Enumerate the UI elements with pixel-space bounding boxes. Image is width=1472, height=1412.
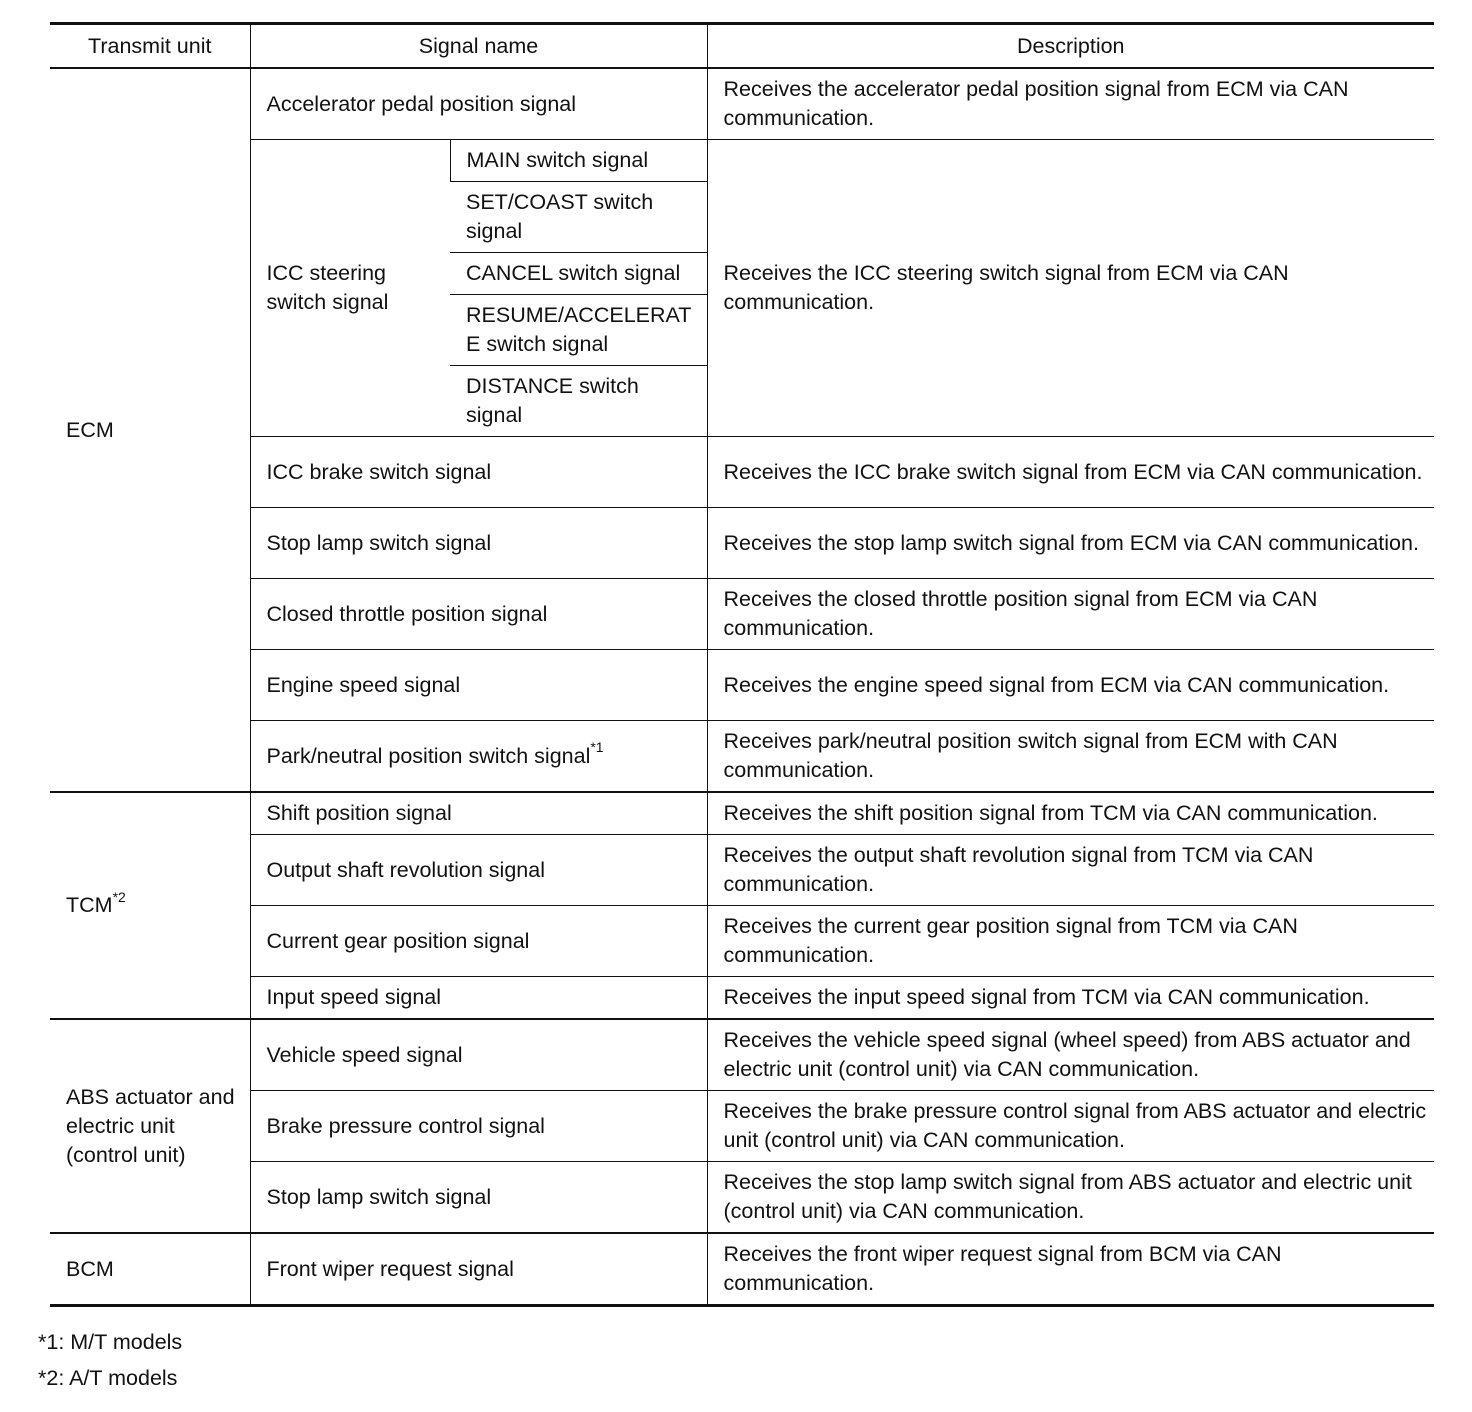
footnote: *1: M/T models xyxy=(38,1330,183,1354)
header-description: Description xyxy=(707,24,1434,69)
sub-signal-name: DISTANCE switch signal xyxy=(450,366,707,437)
sub-signal-name: CANCEL switch signal xyxy=(450,253,707,295)
signal-description: Receives the closed throttle position signal from ECM via CAN communication. xyxy=(707,579,1434,650)
sub-signal-name: MAIN switch signal xyxy=(450,140,707,182)
footnote-ref: *2 xyxy=(112,888,126,905)
table-row xyxy=(50,977,1434,1020)
table-row xyxy=(50,906,1434,977)
footnote-ref: *1 xyxy=(590,739,604,756)
signal-name: ICC steering switch signal xyxy=(266,261,389,314)
signal-name: Current gear position signal xyxy=(266,928,530,953)
table-row xyxy=(50,437,1434,508)
signal-description: Receives the front wiper request signal from BCM via CAN communication. xyxy=(707,1233,1434,1306)
signal-description: Receives the stop lamp switch signal from ECM via CAN communication. xyxy=(707,508,1434,579)
footnote: *2: A/T models xyxy=(38,1366,178,1390)
table-row xyxy=(50,1233,1434,1306)
sub-signal-name: RESUME/ACCELERATE switch signal xyxy=(450,295,707,366)
signal-name: Engine speed signal xyxy=(266,672,461,697)
header-transmit-unit: Transmit unit xyxy=(50,24,250,69)
table-row xyxy=(50,140,1434,182)
signal-name: Output shaft revolution signal xyxy=(266,857,545,882)
transmit-unit-text: TCM xyxy=(66,893,113,917)
signal-description: Receives the shift position signal from TCM via CAN communication. xyxy=(707,792,1434,835)
signal-name-text: Park/neutral position switch signal xyxy=(266,743,591,768)
table-row xyxy=(50,792,1434,835)
signal-name: Vehicle speed signal xyxy=(250,1019,707,1091)
signal-name: Accelerator pedal position signal xyxy=(250,68,707,140)
signal-name: Closed throttle position signal xyxy=(266,601,548,626)
signal-description: Receives the ICC brake switch signal from ECM via CAN communication. xyxy=(707,437,1434,508)
signal-name: Stop lamp switch signal xyxy=(266,1184,492,1209)
transmit-unit-abs: ABS actuator and electric unit (control unit) xyxy=(50,1019,250,1233)
signal-description: Receives the current gear position signal from TCM via CAN communication. xyxy=(707,906,1434,977)
signal-description: Receives park/neutral position switch signal from ECM with CAN communication. xyxy=(707,721,1434,793)
table-row xyxy=(50,68,1434,140)
table-row xyxy=(50,1019,1434,1091)
signal-name: Input speed signal xyxy=(266,985,442,1009)
signal-description: Receives the output shaft revolution signal from TCM via CAN communication. xyxy=(707,835,1434,906)
signal-description: Receives the brake pressure control signal from ABS actuator and electric unit (control unit) via CAN communication. xyxy=(707,1091,1434,1162)
signal-description: Receives the stop lamp switch signal from ABS actuator and electric unit (control unit) via CAN communication. xyxy=(707,1162,1434,1234)
table-row xyxy=(50,508,1434,579)
transmit-unit-ecm: ECM xyxy=(50,68,250,792)
signal-name xyxy=(250,721,707,793)
signal-description: Receives the input speed signal from TCM via CAN communication. xyxy=(707,977,1434,1020)
signal-name: Front wiper request signal xyxy=(250,1233,707,1306)
signal-name: ICC brake switch signal xyxy=(266,459,492,484)
signal-description: Receives the accelerator pedal position signal from ECM via CAN communication. xyxy=(707,68,1434,140)
table-row xyxy=(50,1091,1434,1162)
table-row xyxy=(50,835,1434,906)
transmit-unit-bcm: BCM xyxy=(50,1233,250,1306)
signal-description: Receives the vehicle speed signal (wheel speed) from ABS actuator and electric unit (control unit) via CAN communication. xyxy=(707,1019,1434,1091)
signal-name: Brake pressure control signal xyxy=(266,1113,545,1138)
signal-table xyxy=(50,22,1434,1307)
sub-signal-name: SET/COAST switch signal xyxy=(450,182,707,253)
signal-description: Receives the engine speed signal from ECM via CAN communication. xyxy=(707,650,1434,721)
table-row xyxy=(50,1162,1434,1234)
transmit-unit-tcm xyxy=(50,792,250,1019)
table-row xyxy=(50,721,1434,793)
signal-name: Stop lamp switch signal xyxy=(266,530,492,555)
table-row xyxy=(50,650,1434,721)
signal-name: Shift position signal xyxy=(250,792,707,835)
footnotes xyxy=(38,1324,182,1396)
header-row xyxy=(50,24,1434,69)
signal-description: Receives the ICC steering switch signal from ECM via CAN communication. xyxy=(707,140,1434,437)
header-signal-name: Signal name xyxy=(250,24,707,69)
table-row xyxy=(50,579,1434,650)
